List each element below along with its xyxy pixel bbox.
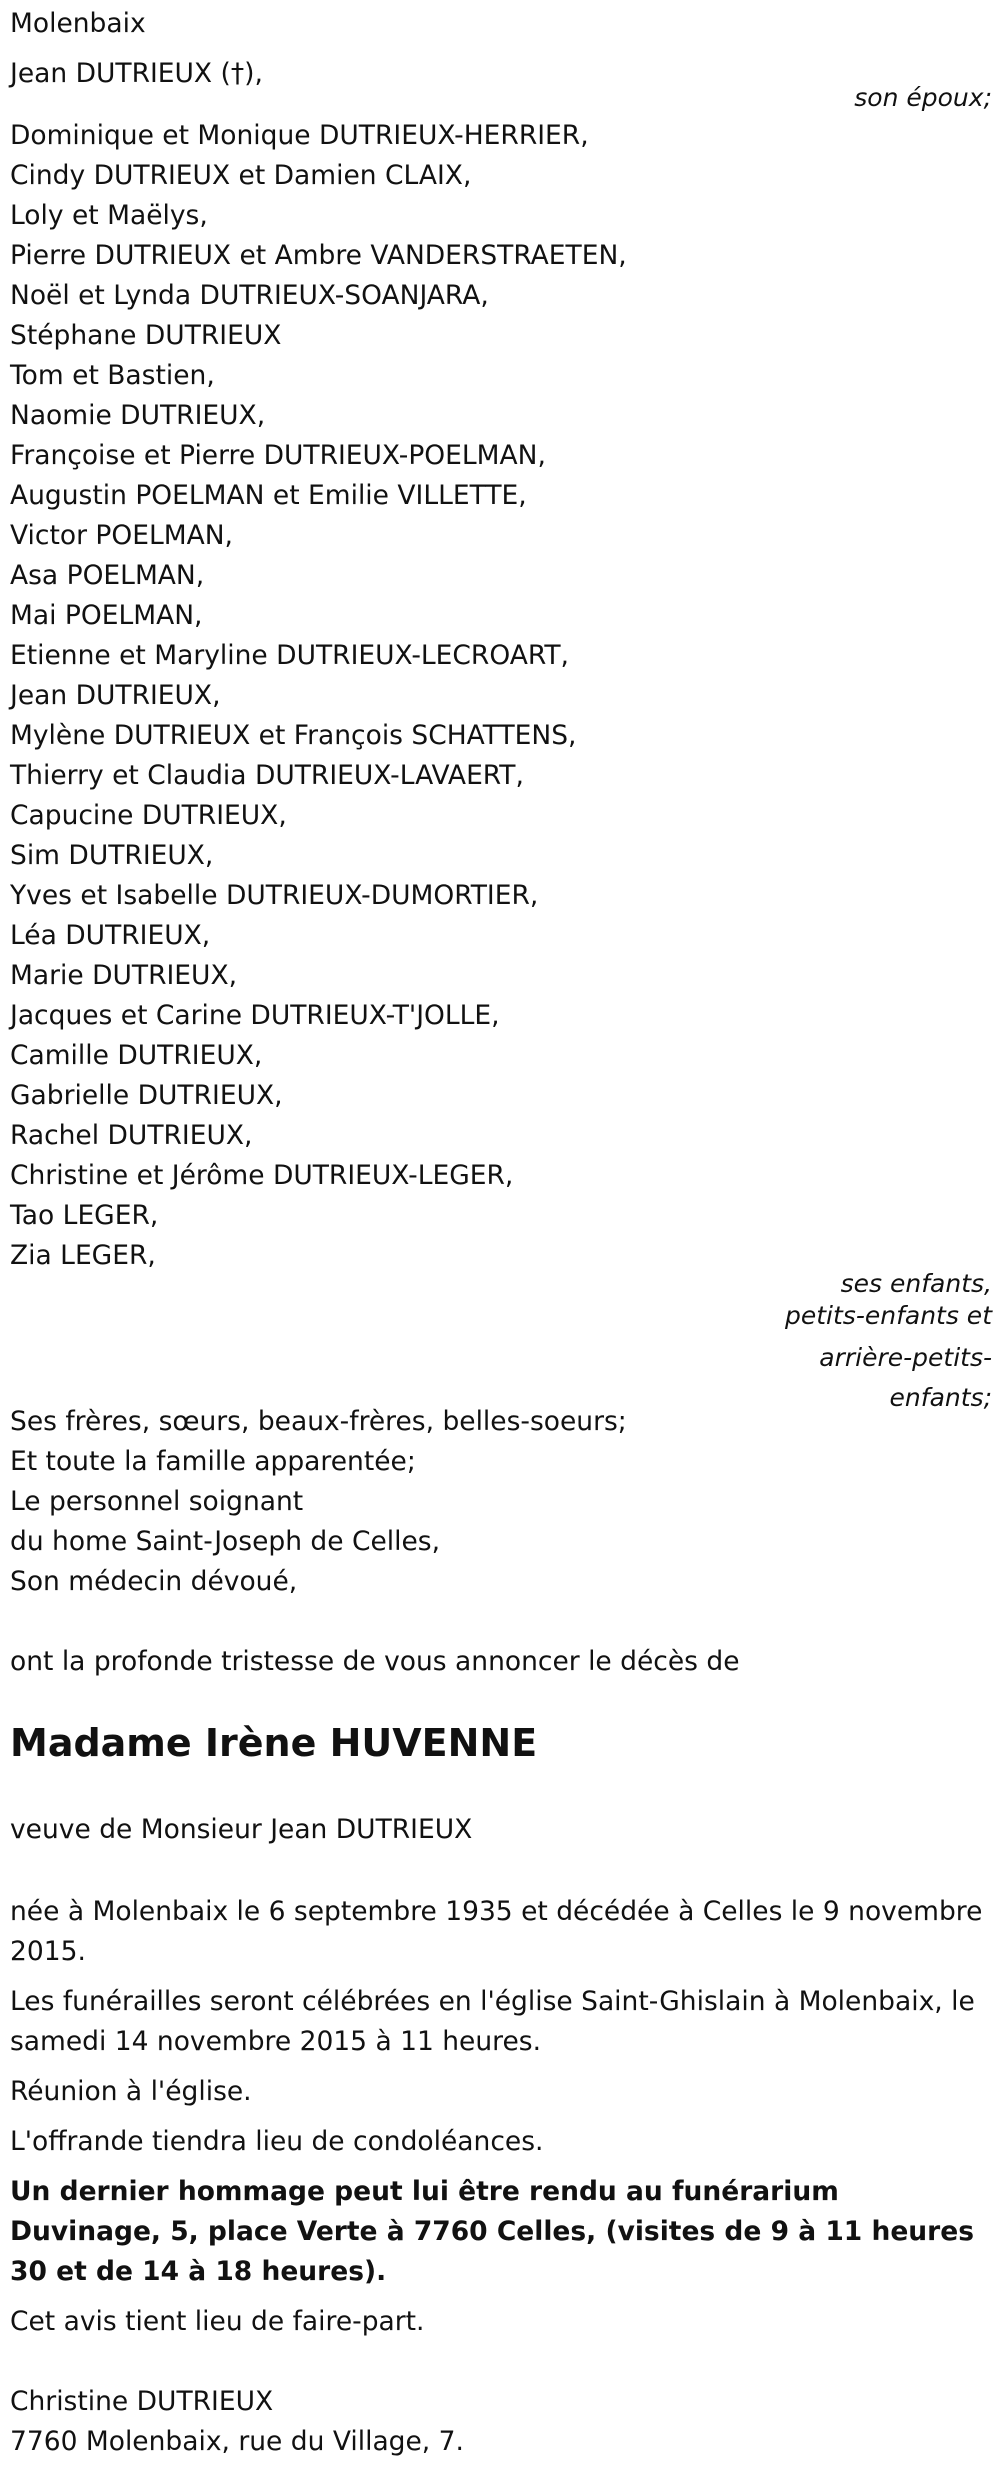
- children-role-line: arrière-petits-: [819, 1343, 992, 1372]
- family-member-line: Stéphane DUTRIEUX: [10, 320, 282, 351]
- notice: Cet avis tient lieu de faire-part.: [10, 2306, 425, 2337]
- family-member-line: Loly et Maëlys,: [10, 200, 208, 231]
- mourner-line: Ses frères, sœurs, beaux-frères, belles-soeurs;: [10, 1406, 627, 1437]
- spouse: Jean DUTRIEUX (†),: [10, 58, 263, 89]
- family-member-line: Dominique et Monique DUTRIEUX-HERRIER,: [10, 120, 589, 151]
- family-member-line: Noël et Lynda DUTRIEUX-SOANJARA,: [10, 280, 489, 311]
- children-role-line: enfants;: [889, 1383, 992, 1412]
- widow-of: veuve de Monsieur Jean DUTRIEUX: [10, 1814, 473, 1845]
- family-member-line: Zia LEGER,: [10, 1240, 156, 1271]
- born-died: née à Molenbaix le 6 septembre 1935 et décédée à Celles le 9 novembre 2015.: [10, 1896, 983, 1967]
- others-list: [10, 1402, 627, 1602]
- family-member-line: Augustin POELMAN et Emilie VILLETTE,: [10, 480, 527, 511]
- mourner-line: du home Saint-Joseph de Celles,: [10, 1526, 441, 1557]
- family-member-line: Etienne et Maryline DUTRIEUX-LECROART,: [10, 640, 569, 671]
- family-member-line: Yves et Isabelle DUTRIEUX-DUMORTIER,: [10, 880, 539, 911]
- family-member-line: Marie DUTRIEUX,: [10, 960, 238, 991]
- family-member-line: Christine et Jérôme DUTRIEUX-LEGER,: [10, 1160, 514, 1191]
- family-member-line: Pierre DUTRIEUX et Ambre VANDERSTRAETEN,: [10, 240, 627, 271]
- family-member-line: Camille DUTRIEUX,: [10, 1040, 263, 1071]
- announcement: ont la profonde tristesse de vous annoncer le décès de: [10, 1646, 740, 1677]
- mourner-line: Son médecin dévoué,: [10, 1566, 298, 1597]
- family-member-line: Victor POELMAN,: [10, 520, 233, 551]
- details: [10, 1892, 985, 2342]
- family-member-line: Cindy DUTRIEUX et Damien CLAIX,: [10, 160, 472, 191]
- mourner-line: Le personnel soignant: [10, 1486, 304, 1517]
- family-member-line: Tao LEGER,: [10, 1200, 159, 1231]
- family-member-line: Naomie DUTRIEUX,: [10, 400, 266, 431]
- family-member-line: Tom et Bastien,: [10, 360, 215, 391]
- meeting: Réunion à l'église.: [10, 2076, 252, 2107]
- family-member-line: Léa DUTRIEUX,: [10, 920, 211, 951]
- tribute: Un dernier hommage peut lui être rendu au funérarium Duvinage, 5, place Verte à 7760 Celles, (visites de 9 à 11 heures 30 et de 14 à 18 heures).: [10, 2176, 974, 2287]
- family-member-line: Jean DUTRIEUX,: [10, 680, 221, 711]
- contact-address: 7760 Molenbaix, rue du Village, 7.: [10, 2426, 464, 2457]
- family-member-line: Mylène DUTRIEUX et François SCHATTENS,: [10, 720, 577, 751]
- spouse-role: son époux;: [854, 83, 992, 112]
- deceased-name: Madame Irène HUVENNE: [10, 1721, 538, 1765]
- family-member-line: Rachel DUTRIEUX,: [10, 1120, 253, 1151]
- offering: L'offrande tiendra lieu de condoléances.: [10, 2126, 544, 2157]
- contact-name: Christine DUTRIEUX: [10, 2386, 274, 2417]
- funeral-info: Les funérailles seront célébrées en l'église Saint-Ghislain à Molenbaix, le samedi 14 novembre 2015 à 11 heures.: [10, 1986, 975, 2057]
- children-role: [785, 1268, 1000, 1414]
- children-list: [10, 116, 627, 1276]
- mourner-line: Et toute la famille apparentée;: [10, 1446, 416, 1477]
- family-member-line: Gabrielle DUTRIEUX,: [10, 1080, 283, 1111]
- family-member-line: Jacques et Carine DUTRIEUX-T'JOLLE,: [10, 1000, 500, 1031]
- family-member-line: Françoise et Pierre DUTRIEUX-POELMAN,: [10, 440, 546, 471]
- family-member-line: Mai POELMAN,: [10, 600, 203, 631]
- children-role-line: ses enfants,: [840, 1269, 992, 1298]
- family-member-line: Sim DUTRIEUX,: [10, 840, 214, 871]
- place: Molenbaix: [10, 8, 146, 39]
- family-member-line: Thierry et Claudia DUTRIEUX-LAVAERT,: [10, 760, 524, 791]
- family-member-line: Capucine DUTRIEUX,: [10, 800, 287, 831]
- family-member-line: Asa POELMAN,: [10, 560, 205, 591]
- children-role-line: petits-enfants et: [785, 1301, 992, 1330]
